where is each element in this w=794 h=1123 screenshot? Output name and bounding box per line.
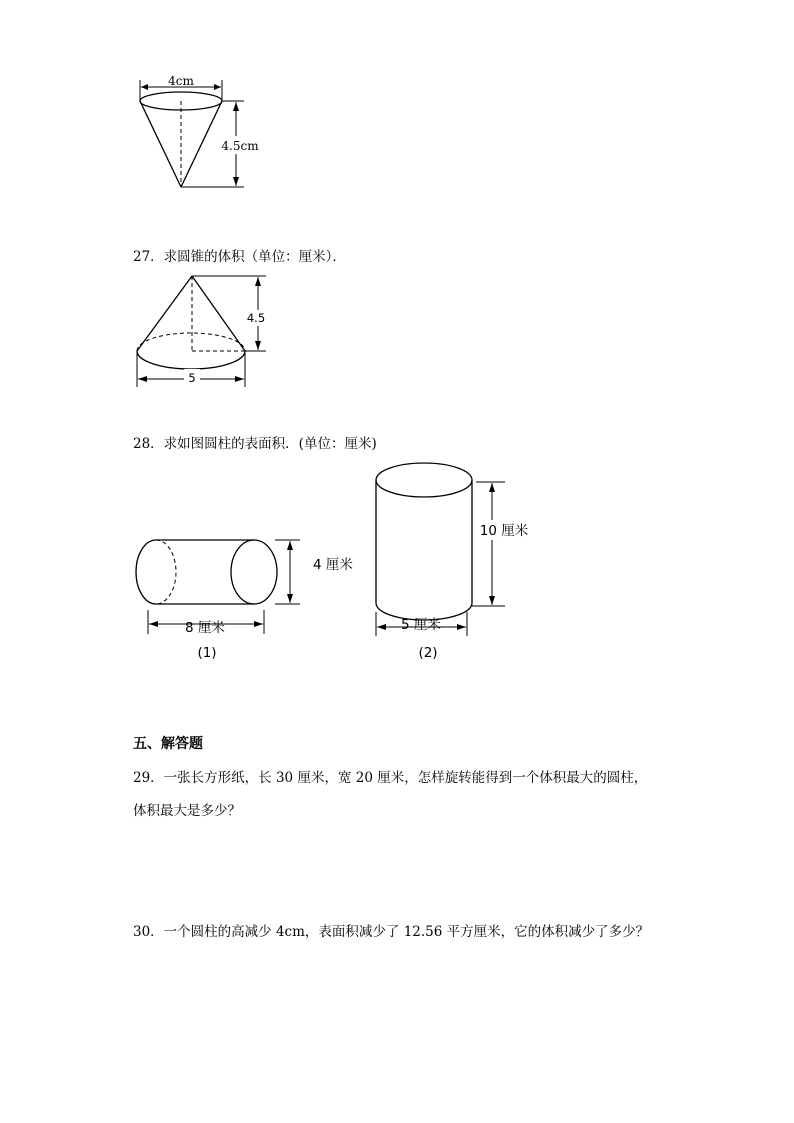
cylinder2-caption: (2)	[418, 645, 438, 661]
cone-top-height-label: 4.5cm	[221, 139, 259, 153]
section-5-title: 五、解答题	[133, 736, 203, 752]
question-28: 28．求如图圆柱的表面积．(单位：厘米)	[133, 436, 377, 452]
question-30: 30．一个圆柱的高减少 4cm，表面积减少了 12.56 平方厘米，它的体积减少了多少？	[133, 924, 650, 940]
question-29-line-1: 29．一张长方形纸，长 30 厘米，宽 20 厘米，怎样旋转能得到一个体积最大的圆柱，	[133, 770, 648, 786]
cylinder2-diameter-label: 5 厘米	[401, 617, 441, 633]
cylinder2-height-label: 10 厘米	[479, 523, 529, 539]
cylinder1-height-label: 4 厘米	[313, 557, 353, 573]
cone-top-diameter-label: 4cm	[168, 74, 194, 88]
cone-height-label: 4.5	[246, 311, 266, 325]
question-27: 27．求圆锥的体积（单位：厘米）．	[133, 249, 346, 265]
cylinder1-length-label: 8 厘米	[185, 620, 225, 636]
cylinder1-caption: (1)	[197, 645, 217, 661]
question-29-line-2: 体积最大是多少？	[133, 803, 241, 819]
cone-diameter-label: 5	[188, 371, 196, 385]
